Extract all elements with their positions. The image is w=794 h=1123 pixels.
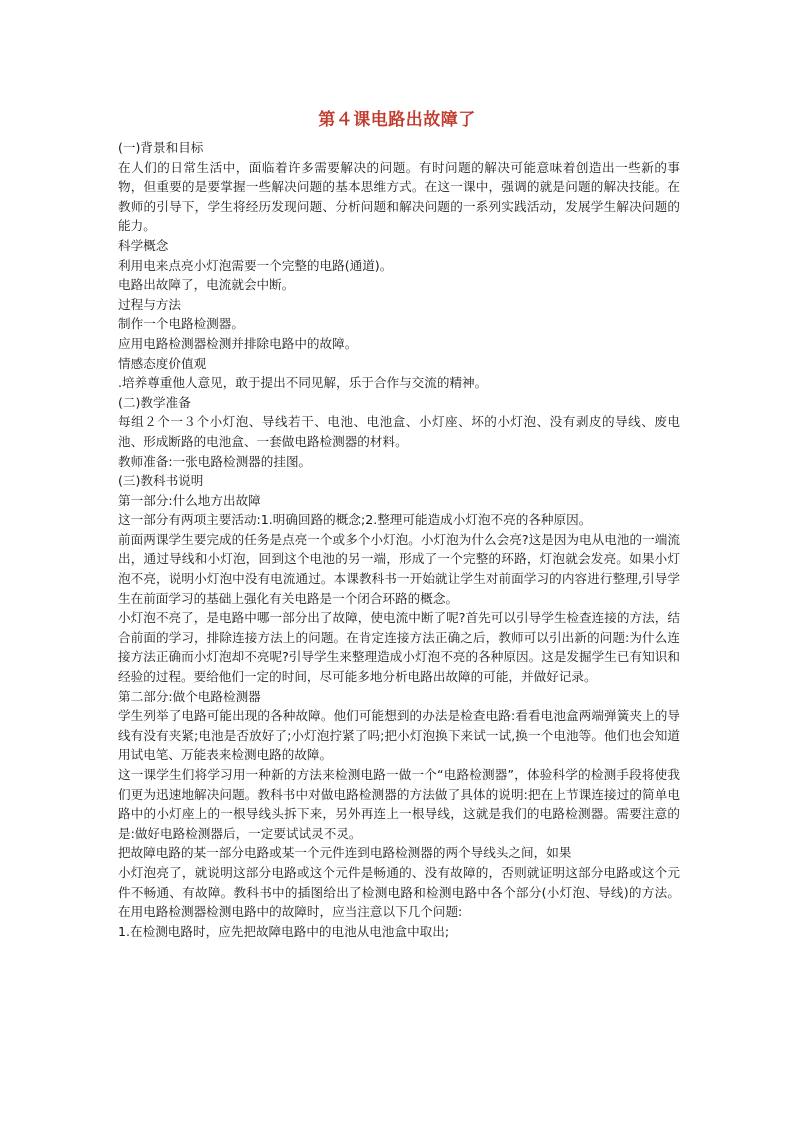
- document-body: [118, 138, 680, 941]
- paragraph-attitude: .培养尊重他人意见，敢于提出不同见解，乐于合作与交流的精神。: [118, 375, 488, 391]
- paragraph-concept-2: 电路出故障了，电流就会中断。: [118, 277, 295, 293]
- document-title: 第４课电路出故障了: [318, 110, 476, 130]
- section-heading-preparation: (二)教学准备: [118, 394, 191, 410]
- paragraph-part-two-result: 小灯泡亮了，就说明这部分电路或这个元件是畅通的、没有故障的，否则就证明这部分电路或这个元件不畅通、有故障。教科书中的插图给出了检测电路和检测电路中各个部分(小灯泡、导线)的方法。在用电路检测器检测电路中的故障时，应当注意以下几个问题:: [118, 864, 680, 920]
- paragraph-method-1: 制作一个电路检测器。: [118, 316, 244, 332]
- paragraph-part-one-loop: 前面两课学生要完成的任务是点亮一个或多个小灯泡。小灯泡为什么会亮?这是因为电从电池的一端流出，通过导线和小灯泡，回到这个电池的另一端，形成了一个完整的环路，灯泡就会发亮。如果小灯泡不亮，说明小灯泡中没有电流通过。本课教科书一开始就让学生对前面学习的内容进行整理,引导学生在前面学习的基础上强化有关电路是一个闭合环路的概念。: [118, 531, 680, 606]
- paragraph-part-two-connect: 把故障电路的某一部分电路或某一个元件连到电路检测器的两个导线头之间，如果: [118, 845, 572, 861]
- paragraph-intro: 在人们的日常生活中，面临着许多需要解决的问题。有时问题的解决可能意味着创造出一些新的事物，但重要的是要掌握一些解决问题的基本思维方式。在这一课中，强调的就是问题的解决技能。在教师的引导下，学生将经历发现问题、分析问题和解决问题的一系列实践活动，发展学生解决问题的能力。: [118, 159, 680, 234]
- paragraph-part-two-faults: 学生列举了电路可能出现的各种故障。他们可能想到的办法是检查电路:看看电池盒两端弹簧夹上的导线有没有夹紧;电池是否放好了;小灯泡拧紧了吗;把小灯泡换下来试一试,换一个电池等。他们也会知道用试电笔、万能表来检测电路的故障。: [118, 708, 680, 763]
- subheading-attitude: 情感态度价值观: [118, 355, 207, 371]
- paragraph-teacher-materials: 教师准备:一张电路检测器的挂图。: [118, 453, 312, 469]
- paragraph-method-2: 应用电路检测器检测并排除电路中的故障。: [118, 335, 358, 351]
- subheading-process-method: 过程与方法: [118, 296, 181, 312]
- section-heading-textbook: (三)教科书说明: [118, 473, 204, 489]
- paragraph-concept-1: 利用电来点亮小灯泡需要一个完整的电路(通道)。: [118, 257, 393, 273]
- section-heading-background: (一)背景和目标: [118, 140, 204, 155]
- paragraph-part-one-activities: 这一部分有两项主要活动:1.明确回路的概念;2.整理可能造成小灯泡不亮的各种原因。: [118, 512, 592, 528]
- paragraph-part-one-fault: 小灯泡不亮了，是电路中哪一部分出了故障，使电流中断了呢?首先可以引导学生检查连接的方法，结合前面的学习，排除连接方法上的问题。在肯定连接方法正确之后，教师可以引出新的问题:为什么连接方法正确而小灯泡却不亮呢?引导学生来整理造成小灯泡不亮的各种原因。这是发掘学生已有知识和经验的过程。要给他们一定的时间，尽可能多地分析电路出故障的可能，并做好记录。: [118, 610, 680, 685]
- subheading-part-one: 第一部分:什么地方出故障: [118, 492, 261, 508]
- paragraph-part-two-detector: 这一课学生们将学习用一种新的方法来检测电路一做一个“电路检测器”，体验科学的检测手段将使我们更为迅速地解决问题。教科书中对做电路检测器的方法做了具体的说明:把在上节课连接过的简单电路中的小灯座上的一根导线头拆下来，另外再连上一根导线，这就是我们的电路检测器。需要注意的是:做好电路检测器后，一定要试试灵不灵。: [118, 767, 680, 841]
- subheading-science-concept: 科学概念: [118, 237, 169, 253]
- paragraph-note-1: 1.在检测电路时，应先把故障电路中的电池从电池盒中取出;: [118, 923, 450, 939]
- subheading-part-two: 第二部分:做个电路检测器: [118, 688, 261, 704]
- paragraph-group-materials: 每组２个一３个小灯泡、导线若干、电池、电池盒、小灯座、坏的小灯泡、没有剥皮的导线、废电池、形成断路的电池盒、一套做电路检测器的材料。: [118, 414, 680, 449]
